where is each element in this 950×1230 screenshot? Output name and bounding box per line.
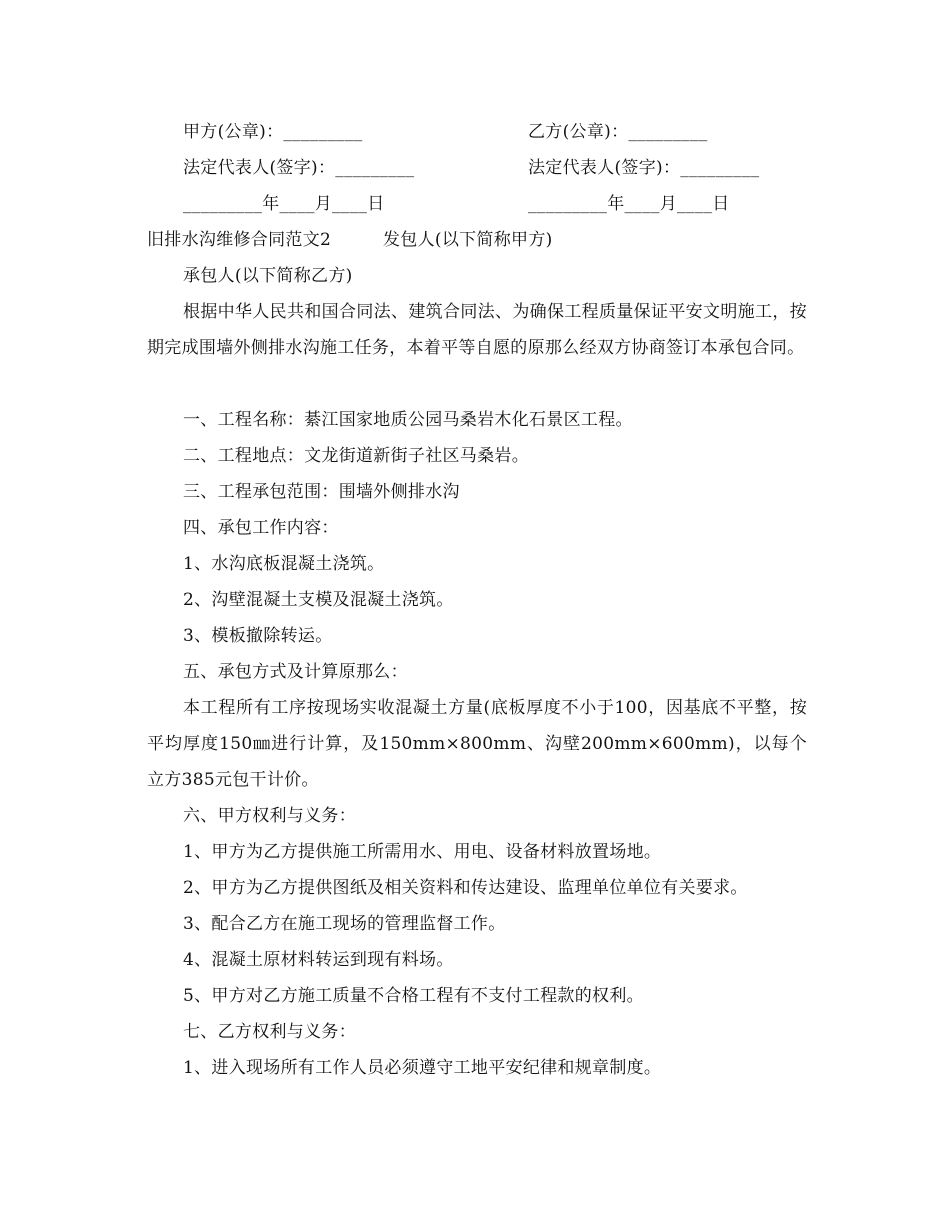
- party-b-date-line: _________年____月____日: [528, 194, 730, 214]
- party-b-seal-line: 乙方(公章)：_________: [528, 122, 708, 142]
- section-4-item: 2、沟壁混凝土支模及混凝土浇筑。: [183, 590, 454, 610]
- party-b-representative-line: 法定代表人(签字)：_________: [528, 158, 760, 178]
- contract-title: 旧排水沟维修合同范文2: [147, 230, 332, 250]
- section-6-heading: 六、甲方权利与义务：: [183, 806, 356, 826]
- section-2-project-location: 二、工程地点：文龙街道新街子社区马桑岩。: [183, 446, 529, 466]
- section-6-item: 3、配合乙方在施工现场的管理监督工作。: [183, 914, 506, 934]
- party-a-seal-line: 甲方(公章)：_________: [183, 122, 363, 142]
- section-7-heading: 七、乙方权利与义务：: [183, 1022, 356, 1042]
- party-a-representative-line: 法定代表人(签字)：_________: [183, 158, 415, 178]
- section-5-heading: 五、承包方式及计算原那么：: [183, 662, 408, 682]
- intro-paragraph: 根据中华人民共和国合同法、建筑合同法、为确保工程质量保证平安文明施工，按期完成围墙外侧排水沟施工任务，本着平等自愿的原那么经双方协商签订本承包合同。: [147, 302, 807, 358]
- employer-line: 发包人(以下简称甲方): [383, 230, 553, 250]
- contractor-line: 承包人(以下简称乙方): [183, 266, 353, 286]
- section-6-item: 2、甲方为乙方提供图纸及相关资料和传达建设、监理单位单位有关要求。: [183, 878, 748, 898]
- section-7-item: 1、进入现场所有工作人员必须遵守工地平安纪律和规章制度。: [183, 1058, 662, 1078]
- section-4-item: 3、模板撤除转运。: [183, 626, 333, 646]
- section-6-item: 1、甲方为乙方提供施工所需用水、用电、设备材料放置场地。: [183, 842, 662, 862]
- section-4-heading: 四、承包工作内容：: [183, 518, 339, 538]
- section-6-item: 5、甲方对乙方施工质量不合格工程有不支付工程款的权利。: [183, 986, 644, 1006]
- section-6-item: 4、混凝土原材料转运到现有料场。: [183, 950, 454, 970]
- party-a-date-line: _________年____月____日: [183, 194, 385, 214]
- section-1-project-name: 一、工程名称：綦江国家地质公园马桑岩木化石景区工程。: [183, 410, 633, 430]
- section-5-paragraph: 本工程所有工序按现场实收混凝土方量(底板厚度不小于100，因基底不平整，按平均厚度150㎜进行计算，及150mm×800mm、沟壁200mm×600mm)，以每个立方385元包干计价。: [147, 698, 807, 790]
- section-3-scope: 三、工程承包范围：围墙外侧排水沟: [183, 482, 460, 502]
- section-4-item: 1、水沟底板混凝土浇筑。: [183, 554, 385, 574]
